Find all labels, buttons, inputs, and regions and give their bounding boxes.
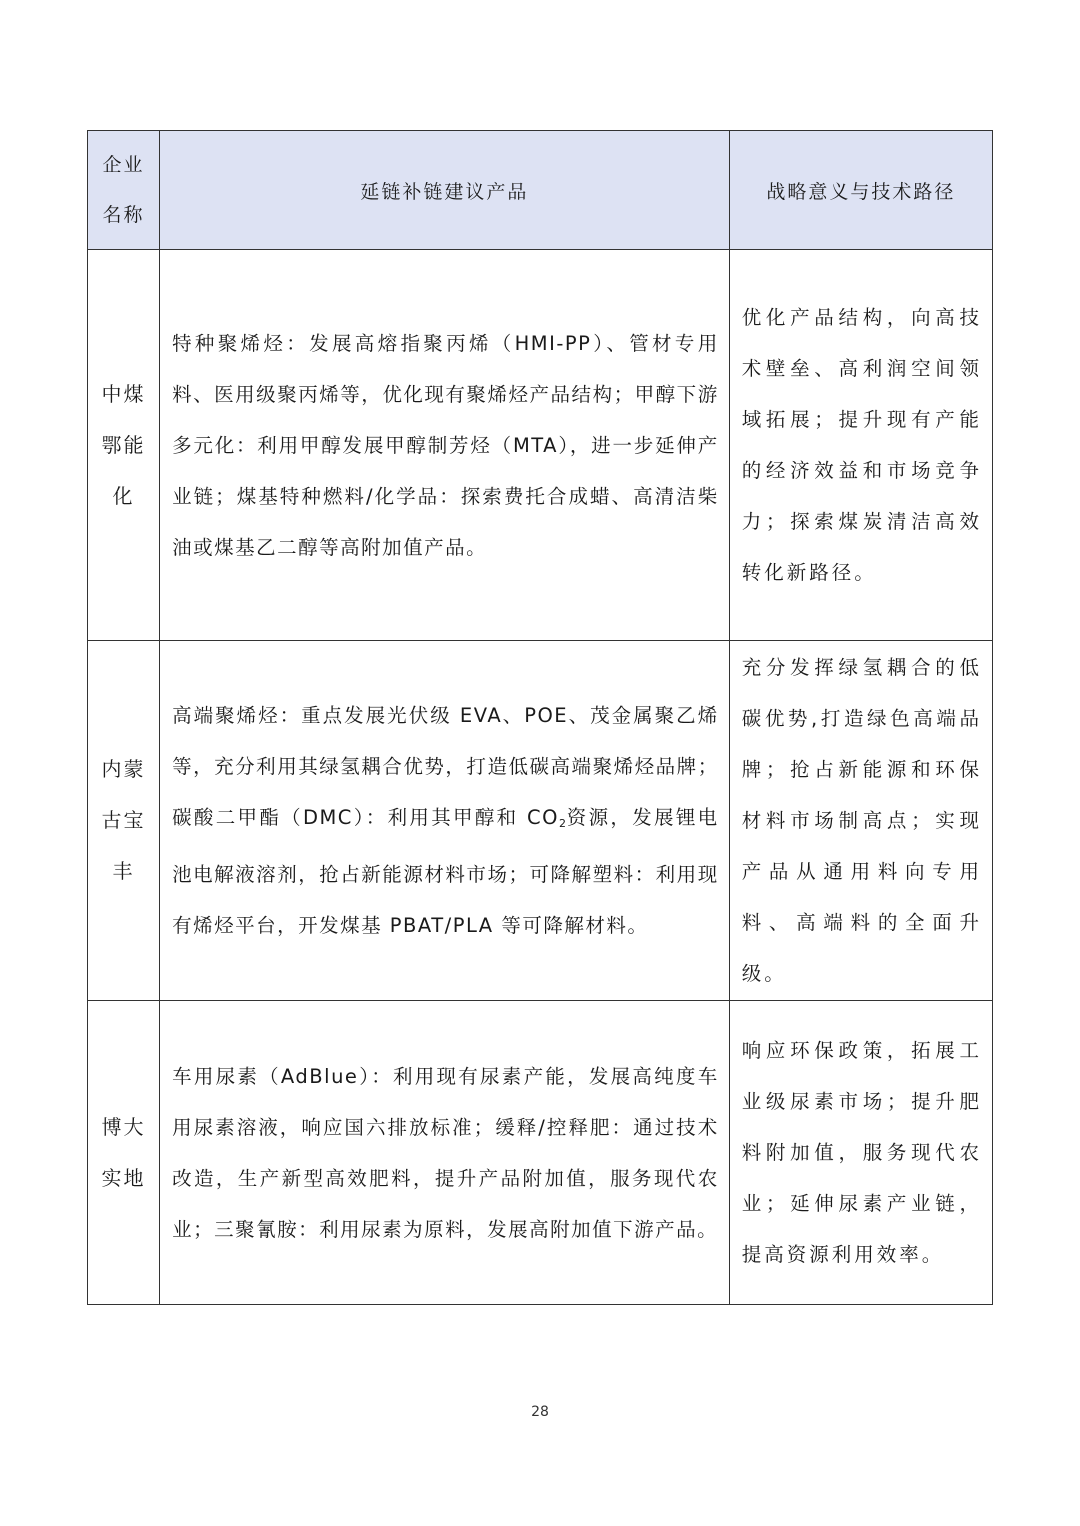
strategy-cell: 优化产品结构，向高技术壁垒、高利润空间领域拓展；提升现有产能的经济效益和市场竞争力；探索煤炭清洁高效转化新路径。 (729, 250, 992, 641)
products-text-part: 高端聚烯烃：重点发展光伏级 EVA、POE、茂金属聚乙烯等，充分利用其绿氢耦合优势，打造低碳高端聚烯烃品牌；碳酸二甲酯（DMC）：利用其甲醇和 CO (172, 704, 719, 829)
company-name-cell (88, 250, 160, 641)
table-row (88, 641, 993, 1001)
company-name: 中煤鄂能化 (101, 381, 146, 508)
table-row (88, 250, 993, 641)
products-cell (160, 641, 730, 1001)
subscript-text: 2 (558, 817, 566, 830)
company-product-table (87, 130, 993, 1305)
products-text-part: 资源，发展锂电池电解液溶剂，抢占新能源材料市场；可降解塑料：利用现有烯烃平台，开发煤基 PBAT/PLA 等可降解材料。 (172, 806, 719, 937)
products-cell: 车用尿素（AdBlue）：利用现有尿素产能，发展高纯度车用尿素溶液，响应国六排放标准；缓释/控释肥：通过技术改造，生产新型高效肥料，提升产品附加值，服务现代农业；三聚氰胺：利用尿素为原料，发展高附加值下游产品。 (160, 1001, 730, 1305)
header-company: 企业名称 (88, 131, 160, 250)
company-name: 内蒙古宝丰 (101, 757, 146, 883)
products-cell: 特种聚烯烃：发展高熔指聚丙烯（HMI-PP）、管材专用料、医用级聚丙烯等，优化现有聚烯烃产品结构；甲醇下游多元化：利用甲醇发展甲醇制芳烃（MTA），进一步延伸产业链；煤基特种燃料/化学品：探索费托合成蜡、高清洁柴油或煤基乙二醇等高附加值产品。 (160, 250, 730, 641)
strategy-cell: 响应环保政策，拓展工业级尿素市场；提升肥料附加值，服务现代农业；延伸尿素产业链，提高资源利用效率。 (729, 1001, 992, 1305)
page-number: 28 (531, 1404, 549, 1420)
strategy-cell: 充分发挥绿氢耦合的低碳优势,打造绿色高端品牌；抢占新能源和环保材料市场制高点；实现产品从通用料向专用料、高端料的全面升级。 (729, 641, 992, 1001)
header-strategy: 战略意义与技术路径 (729, 131, 992, 250)
table-header-row (88, 131, 993, 250)
company-name-cell (88, 641, 160, 1001)
header-products: 延链补链建议产品 (160, 131, 730, 250)
table-row (88, 1001, 993, 1305)
company-name-cell (88, 1001, 160, 1305)
company-name: 博大实地 (101, 1114, 146, 1190)
